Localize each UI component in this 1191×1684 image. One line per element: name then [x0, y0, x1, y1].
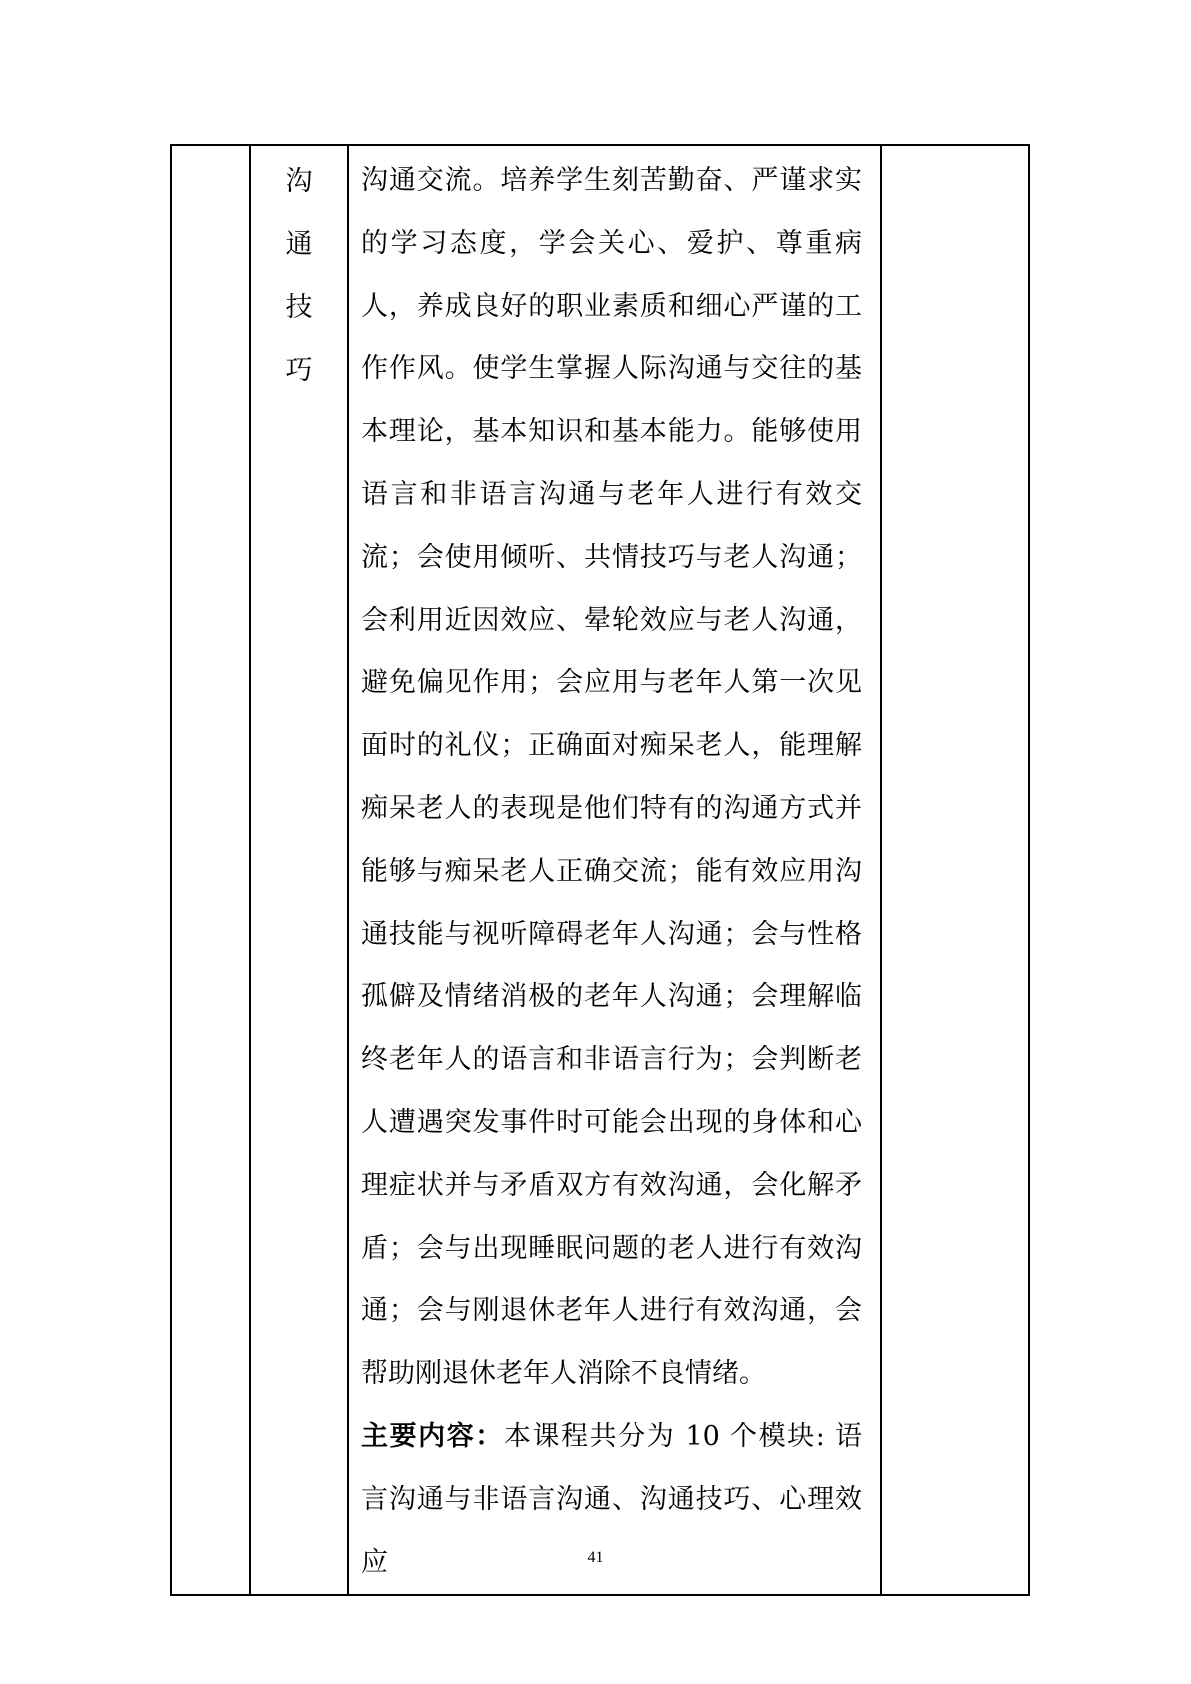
course-name-char: 沟 — [285, 166, 313, 197]
course-name-char: 巧 — [285, 355, 313, 386]
content-label: 主要内容： — [361, 1420, 504, 1452]
index-cell — [171, 145, 250, 1595]
course-description-cell — [348, 145, 881, 1595]
course-table — [170, 144, 1030, 1596]
objectives-paragraph: 沟通交流。培养学生刻苦勤奋、严谨求实的学习态度，学会关心、爱护、尊重病人，养成良好的职业素质和细心严谨的工作作风。使学生掌握人际沟通与交往的基本理论，基本知识和基本能力。能够使用语言和非语言沟通与老年人进行有效交流；会使用倾听、共情技巧与老人沟通；会利用近因效应、晕轮效应与老人沟通，避免偏见作用；会应用与老年人第一次见面时的礼仪；正确面对痴呆老人，能理解痴呆老人的表现是他们特有的沟通方式并能够与痴呆老人正确交流；能有效应用沟通技能与视听障碍老年人沟通；会与性格孤僻及情绪消极的老年人沟通；会理解临终老年人的语言和非语言行为；会判断老人遭遇突发事件时可能会出现的身体和心理症状并与矛盾双方有效沟通，会化解矛盾；会与出现睡眠问题的老人进行有效沟通；会与刚退休老年人进行有效沟通，会帮助刚退休老年人消除不良情绪。 — [361, 165, 862, 1390]
table-row — [171, 145, 1029, 1595]
course-name-char: 通 — [285, 229, 313, 260]
content-text: 本课程共分为 10 个模块: 语言沟通与非语言沟通、沟通技巧、心理效应 — [361, 1420, 863, 1578]
page-number: 41 — [587, 1549, 604, 1566]
remarks-cell — [881, 145, 1029, 1595]
course-name-cell — [250, 145, 348, 1595]
course-name-char: 技 — [285, 292, 313, 323]
